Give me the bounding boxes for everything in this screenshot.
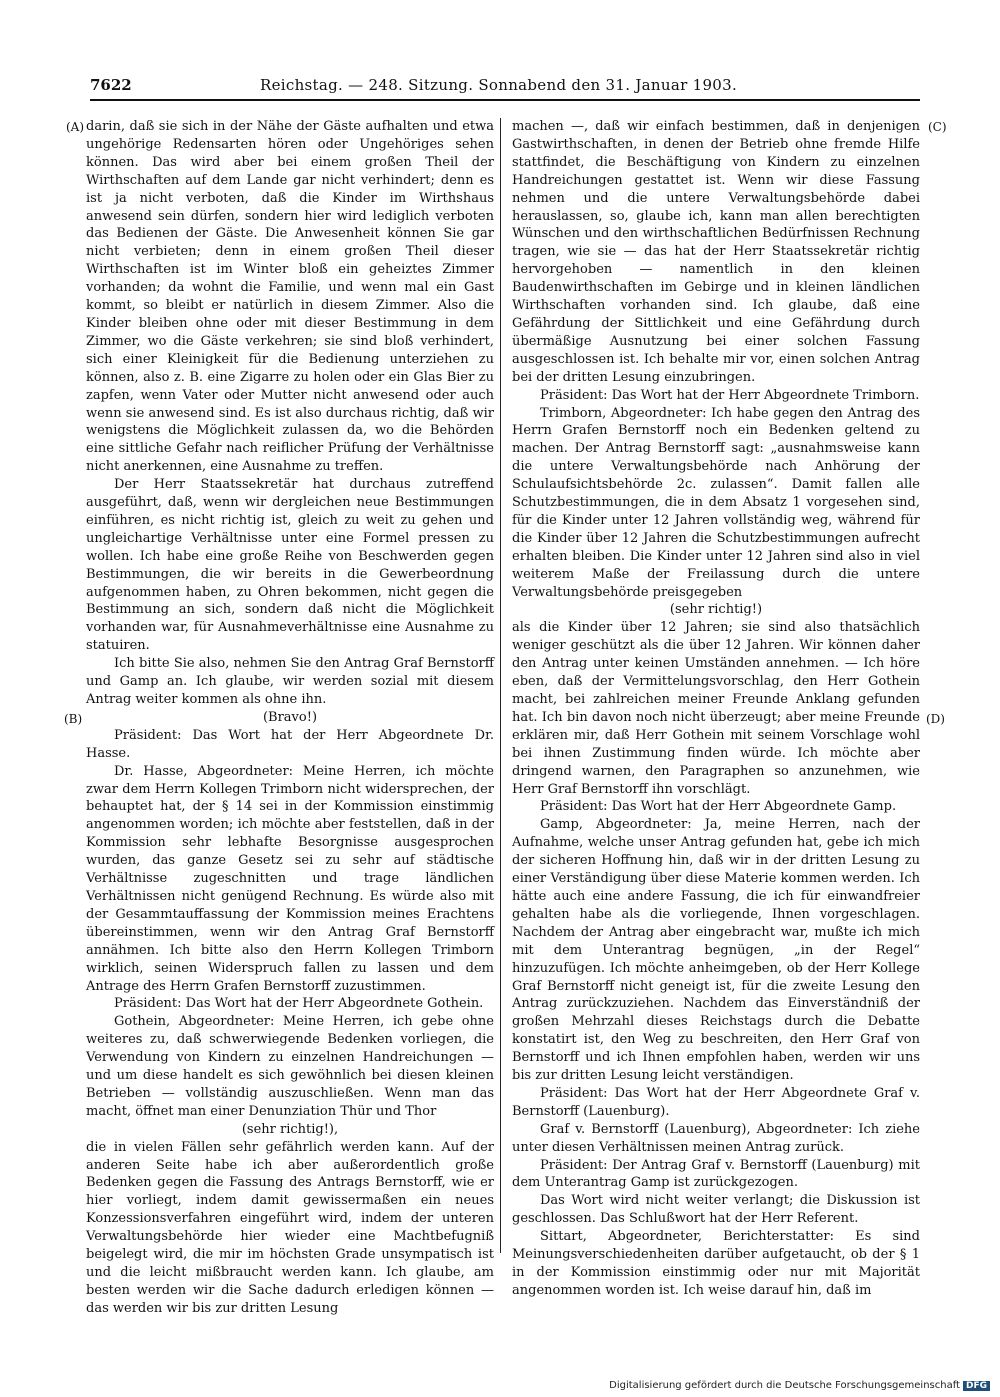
paragraph: Präsident: Das Wort hat der Herr Abgeordnete Graf v. Bernstorff (Lauenburg). <box>512 1085 920 1119</box>
paragraph: Der Herr Staatssekretär hat durchaus zutreffend ausgeführt, daß, wenn wir dergleichen neue Bestimmungen einführen, es nicht richtig ist, gleich zu weit zu gehen und ungleichartige Verhältnisse unter eine Formel pressen zu wollen. Ich habe eine große Reihe von Beschwerden gegen Bestimmungen, die wir bereits in die Gewerbeordnung aufgenommen haben, zu Ohren bekommen, nicht gegen die Bestimmung an sich, sondern daß nicht die Möglichkeit vorhanden war, für Ausnahmeverhältnisse eine Ausnahme zu statuiren. <box>86 477 494 654</box>
left-column <box>86 118 494 1318</box>
dfg-logo: DFG <box>963 1381 990 1391</box>
footer-text: Digitalisierung gefördert durch die Deutsche Forschungsgemeinschaft <box>609 1380 960 1391</box>
paragraph: Präsident: Das Wort hat der Herr Abgeordnete Gamp. <box>540 799 897 815</box>
column-divider <box>500 118 501 1253</box>
paragraph: Präsident: Der Antrag Graf v. Bernstorff (Lauenburg) mit dem Unterantrag Gamp ist zurückgezogen. <box>512 1157 920 1191</box>
margin-marker-d: (D) <box>926 712 945 726</box>
header-rule <box>90 99 920 101</box>
paragraph: Trimborn, Abgeordneter: Ich habe gegen den Antrag des Herrn Grafen Bernstorff noch ein Bedenken geltend zu machen. Der Antrag Bernstorff sagt: „ausnahmsweise kann die untere Verwaltungsbehörde nach Anhörung der Schulaufsichtsbehörde 2c. zulassen“. Damit fallen alle Schutzbestimmungen, die in dem Absatz 1 vorgesehen sind, für die Kinder unter 12 Jahren vollständig weg, während für die Kinder über 12 Jahren die Schutzbestimmungen aufrecht erhalten bleiben. Die Kinder unter 12 Jahren sind also in viel weiterem Maße der Freilassung durch die untere Verwaltungsbehörde preisgegeben <box>512 405 920 600</box>
paragraph: die in vielen Fällen sehr gefährlich werden kann. Auf der anderen Seite habe ich aber außerordentlich große Bedenken gegen die Fassung des Antrags Bernstorff, wie er hier vorliegt, indem damit gewissermaßen ein neues Konzessionsverfahren eingeführt wird, indem der unteren Verwaltungsbehörde hier wieder eine Machtbefugniß beigelegt wird, die mir im höchsten Grade unsympatisch ist und die leicht mißbraucht werden kann. Ich glaube, am besten werden wir die Sache dadurch erledigen können — das werden wir bis zur dritten Lesung <box>86 1139 494 1316</box>
paragraph: Sittart, Abgeordneter, Berichterstatter: Es sind Meinungsverschiedenheiten darüber aufgetaucht, ob der § 1 in der Kommission einstimmig oder nur mit Majorität angenommen worden ist. Ich weise darauf hin, daß im <box>512 1229 920 1298</box>
interjection: (sehr richtig!), <box>241 1121 339 1137</box>
paragraph: Präsident: Das Wort hat der Herr Abgeordnete Dr. Hasse. <box>86 727 494 761</box>
interjection: (Bravo!) <box>262 709 318 725</box>
paragraph: Gothein, Abgeordneter: Meine Herren, ich gebe ohne weiteres zu, daß schwerwiegende Bedenken vorliegen, die Verwendung von Kindern zu einzelnen Handreichungen — und um diese handelt es sich gewöhnlich bei diesen kleinen Betrieben — vollständig auszuschließen. Wenn man das macht, öffnet man einer Denunziation Thür und Thor <box>86 1014 494 1119</box>
paragraph: Präsident: Das Wort hat der Herr Abgeordnete Trimborn. <box>540 387 920 403</box>
margin-marker-c: (C) <box>928 120 947 134</box>
paragraph: Präsident: Das Wort hat der Herr Abgeordnete Gothein. <box>114 996 484 1012</box>
paragraph: Das Wort wird nicht weiter verlangt; die Diskussion ist geschlossen. Das Schlußwort hat der Herr Referent. <box>512 1193 920 1227</box>
page-number: 7622 <box>90 76 132 94</box>
page-header <box>90 76 920 98</box>
digitization-footer <box>609 1380 990 1391</box>
paragraph: als die Kinder über 12 Jahren; sie sind also thatsächlich weniger geschützt als die über 12 Jahren. Wir können daher den Antrag unter keinen Umständen annehmen. — Ich höre eben, daß der Vermittelungsvorschlag, den Herr Gothein macht, bei zahlreichen meiner Freunde Anklang gefunden hat. Ich bin davon noch nicht überzeugt; aber meine Freunde erklären mir, daß Herr Gothein mit seinem Vorschlage wohl bei ihnen Zustimmung finden würde. Ich möchte aber dringend warnen, den Paragraphen so anzunehmen, wie Herr Graf Bernstorff ihn vorschlägt. <box>512 620 920 797</box>
margin-marker-a: (A) <box>66 120 85 134</box>
margin-marker-b: (B) <box>64 712 83 726</box>
running-title: Reichstag. — 248. Sitzung. Sonnabend den 31. Januar 1903. <box>260 76 738 94</box>
paragraph: Dr. Hasse, Abgeordneter: Meine Herren, ich möchte zwar dem Herrn Kollegen Trimborn nicht widersprechen, der behauptet hat, der § 14 sei in der Kommission einstimmig angenommen worden; ich möchte aber feststellen, daß in der Kommission sehr lebhafte Besorgnisse ausgesprochen wurden, das ganze Gesetz sei zu sehr auf städtische Verhältnisse zugeschnitten und trage ländlichen Verhältnissen nicht genügend Rechnung. Es würde also mit der Gesammtauffassung der Kommission meines Erachtens übereinstimmen, wenn wir den Antrag Graf Bernstorff annähmen. Ich bitte also den Herrn Kollegen Trimborn wirklich, seinen Widerspruch fallen zu lassen und dem Antrage des Herrn Grafen Bernstorff zuzustimmen. <box>86 763 494 994</box>
paragraph: Ich bitte Sie also, nehmen Sie den Antrag Graf Bernstorff und Gamp an. Ich glaube, wir werden sozial mit diesem Antrag weiter kommen als ohne ihn. <box>86 656 494 707</box>
interjection: (sehr richtig!) <box>669 602 763 618</box>
paragraph: Graf v. Bernstorff (Lauenburg), Abgeordneter: Ich ziehe unter diesen Verhältnissen meinen Antrag zurück. <box>512 1121 920 1155</box>
right-column <box>512 118 920 1300</box>
paragraph: machen —, daß wir einfach bestimmen, daß in denjenigen Gastwirthschaften, in denen der Betrieb ohne fremde Hilfe stattfindet, die Beschäftigung von Kindern zu einzelnen Handreichungen gestattet ist. Wenn wir diese Fassung nehmen und die untere Verwaltungsbehörde dabei herauslassen, so, glaube ich, kann man allen berechtigten Wünschen und den wirthschaftlichen Bedürfnissen Rechnung tragen, wie sie — das hat der Herr Staatssekretär richtig hervorgehoben — namentlich in den kleinen Baudenwirthschaften im Gebirge und in kleinen ländlichen Wirthschaften vorhanden sind. Ich glaube, daß eine Gefährdung der Sittlichkeit und eine Gefährdung durch übermäßige Ausnutzung bei einer solchen Fassung ausgeschlossen ist. Ich behalte mir vor, einen solchen Antrag bei der dritten Lesung einzubringen. <box>512 119 920 385</box>
paragraph: Gamp, Abgeordneter: Ja, meine Herren, nach der Aufnahme, welche unser Antrag gefunden hat, gebe ich mich der sicheren Hoffnung hin, daß wir in der dritten Lesung zu einer Verständigung über diese Materie kommen werden. Ich hätte auch eine andere Fassung, die ich für einwandfreier gehalten habe als die vorliegende, Ihnen vorgeschlagen. Nachdem der Antrag aber eingebracht war, mußte ich mich mit dem Unterantrag begnügen, „in der Regel“ hinzuzufügen. Ich möchte anheimgeben, ob der Herr Kollege Graf Bernstorff nicht geneigt ist, für die zweite Lesung den Antrag zurückzuziehen. Nachdem das Einverständniß der großen Mehrzahl dieses Reichstags durch die Debatte konstatirt ist, den Weg zu beschreiten, den Herr Graf von Bernstorff und ich Ihnen empfohlen haben, werden wir uns bis zur dritten Lesung leicht verständigen. <box>512 817 920 1084</box>
paragraph: darin, daß sie sich in der Nähe der Gäste aufhalten und etwa ungehörige Redensarten hören oder Ungehöriges sehen können. Das wird aber bei einem großen Theil der Wirthschaften auf dem Lande gar nicht verhindert; denn es ist ja nicht verboten, daß die Kinder im Wirthshaus anwesend sein dürfen, sondern hier wird lediglich verboten das Bedienen der Gäste. Die Anwesenheit können Sie gar nicht verbieten; denn in einem großen Theil dieser Wirthschaften ist im Winter bloß ein geheiztes Zimmer vorhanden; da wohnt die Familie, und wenn mal ein Gast kommt, so bleibt er natürlich in diesem Zimmer. Also die Kinder bleiben ohne oder mit dieser Bestimmung in dem Zimmer, wo die Gäste verkehren; sie sind bloß verhindert, sich einer Kleinigkeit für die Bedienung unterziehen zu können, also z. B. eine Zigarre zu holen oder ein Glas Bier zu zapfen, wenn Vater oder Mutter nicht anwesend oder auch wenn sie anwesend sind. Es ist also durchaus richtig, daß wir wenigstens die Möglichkeit zulassen da, wo die Behörden eine sittliche Gefahr nach reiflicher Prüfung der Verhältnisse nicht anerkennen, eine Ausnahme zu treffen. <box>86 119 494 475</box>
